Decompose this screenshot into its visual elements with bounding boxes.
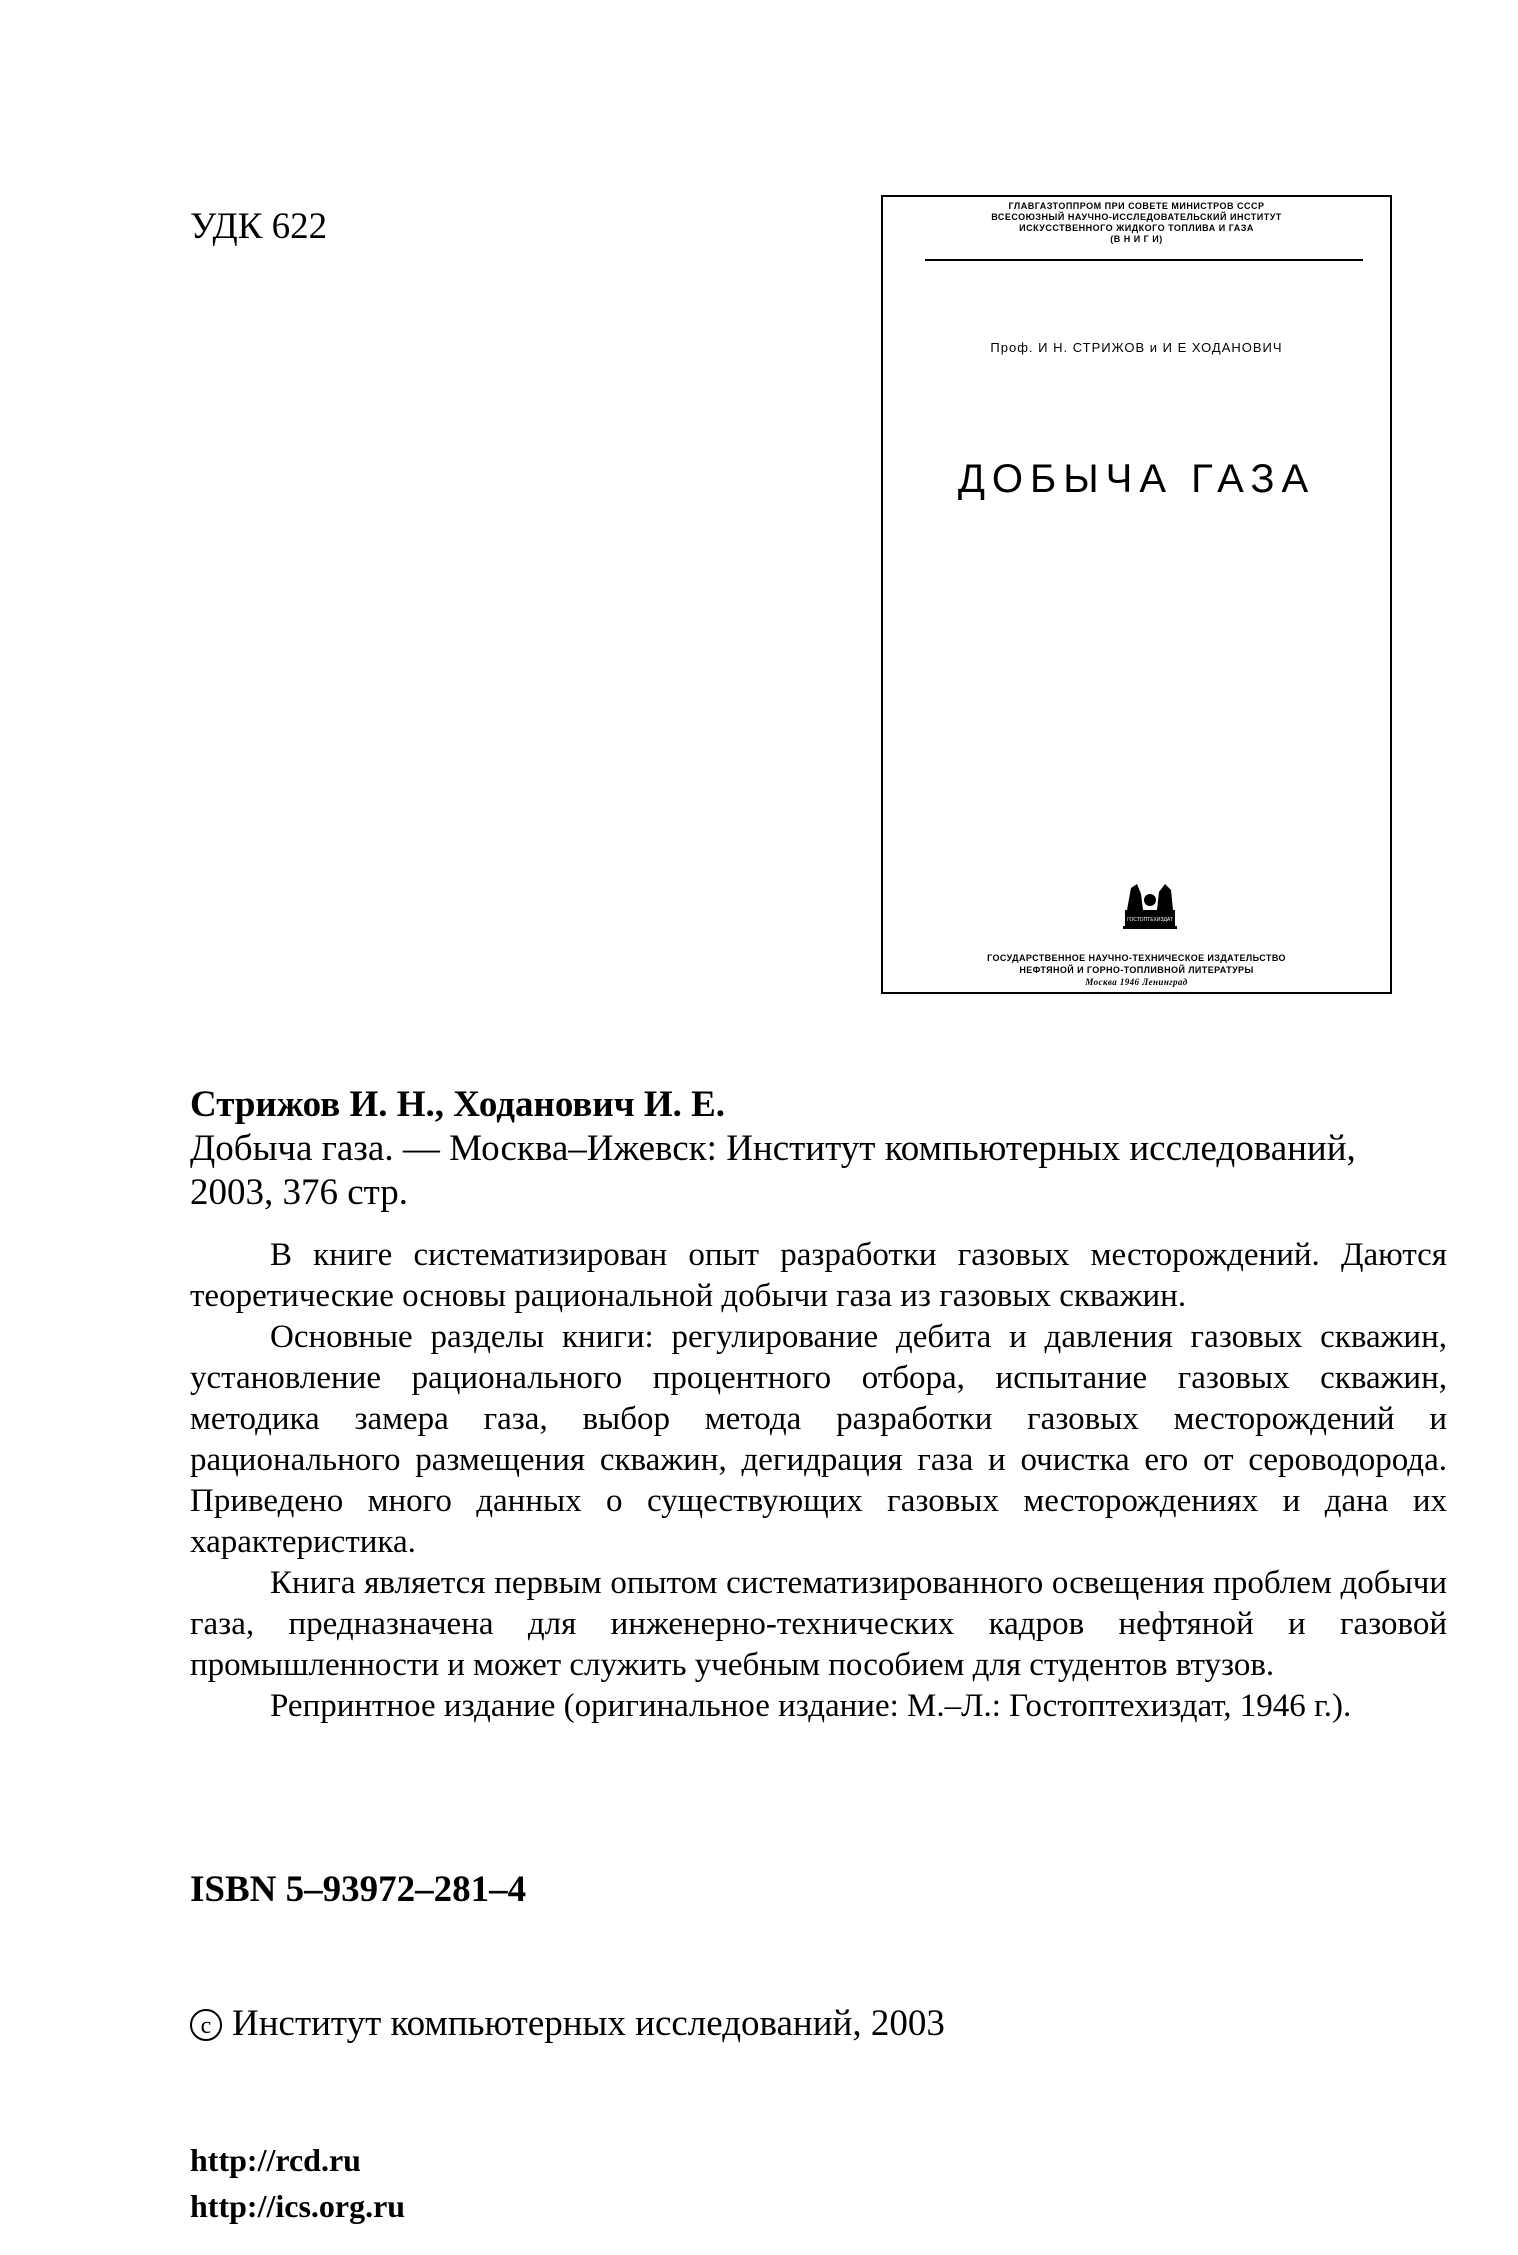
udk-code: УДК 622: [190, 206, 328, 247]
bib-description: Добыча газа. — Москва–Ижевск: Институт компьютерных исследований, 2003, 376 стр.: [190, 1128, 1356, 1213]
abstract-paragraph: В книге систематизирован опыт разработки газовых месторождений. Даются теоретические основы рациональной добычи газа из газовых скважин.: [190, 1237, 1447, 1314]
bib-authors: Стрижов И. Н., Ходанович И. Е.: [190, 1084, 726, 1125]
abstract-paragraph: Основные разделы книги: регулирование дебита и давления газовых скважин, установление рационального процентного отбора, испытание газовых скважин, методика замера газа, выбор метода разработки газовых месторождений и рационального размещения скважин, дегидрация газа и очистка его от сероводорода. Приведено много данных о существующих газовых месторождениях и дана их характеристика.: [190, 1319, 1447, 1560]
footer-line: ГОСУДАРСТВЕННОЕ НАУЧНО-ТЕХНИЧЕСКОЕ ИЗДАТЕЛЬСТВО: [987, 953, 1286, 963]
title-page-footer: [883, 952, 1390, 988]
abstract-paragraph: Репринтное издание (оригинальное издание: М.–Л.: Гостоптехиздат, 1946 г.).: [270, 1688, 1352, 1724]
title-page-header: [883, 201, 1390, 245]
link-ics[interactable]: http://ics.org.ru: [190, 2188, 406, 2224]
copyright-text: Институт компьютерных исследований, 2003: [232, 2003, 945, 2044]
title-page-title: ДОБЫЧА ГАЗА: [957, 457, 1316, 501]
title-page-authors: Проф. И Н. СТРИЖОВ и И Е ХОДАНОВИЧ: [990, 340, 1283, 355]
footer-line: НЕФТЯНОЙ И ГОРНО-ТОПЛИВНОЙ ЛИТЕРАТУРЫ: [1019, 965, 1254, 975]
link-rcd[interactable]: http://rcd.ru: [190, 2142, 361, 2178]
city-year-line: Москва 1946 Ленинград: [1085, 977, 1188, 987]
header-divider: [925, 259, 1363, 261]
copyright-notice: [190, 2002, 945, 2045]
original-title-page: [881, 195, 1392, 994]
header-line: ГЛАВГАЗТОППРОМ ПРИ СОВЕТЕ МИНИСТРОВ СССР: [1008, 201, 1265, 211]
header-line: (В Н И Г И): [1110, 234, 1163, 244]
header-line: ВСЕСОЮЗНЫЙ НАУЧНО-ИССЛЕДОВАТЕЛЬСКИЙ ИНСТИТУТ: [991, 212, 1282, 222]
abstract-paragraph: Книга является первым опытом систематизированного освещения проблем добычи газа, предназначена для инженерно-технических кадров нефтяной и газовой промышленности и может служить учебным пособием для студентов втузов.: [190, 1565, 1447, 1683]
header-line: ИСКУССТВЕННОГО ЖИДКОГО ТОПЛИВА И ГАЗА: [1019, 223, 1254, 233]
bibliographic-record: [190, 1083, 1447, 1215]
abstract: [190, 1235, 1447, 1727]
logo-label: ГОСТОПТЕХИЗДАТ: [1127, 917, 1173, 923]
publisher-logo-icon: [1121, 880, 1179, 930]
isbn: ISBN 5–93972–281–4: [190, 1869, 527, 1910]
copyright-icon: c: [190, 2009, 222, 2041]
